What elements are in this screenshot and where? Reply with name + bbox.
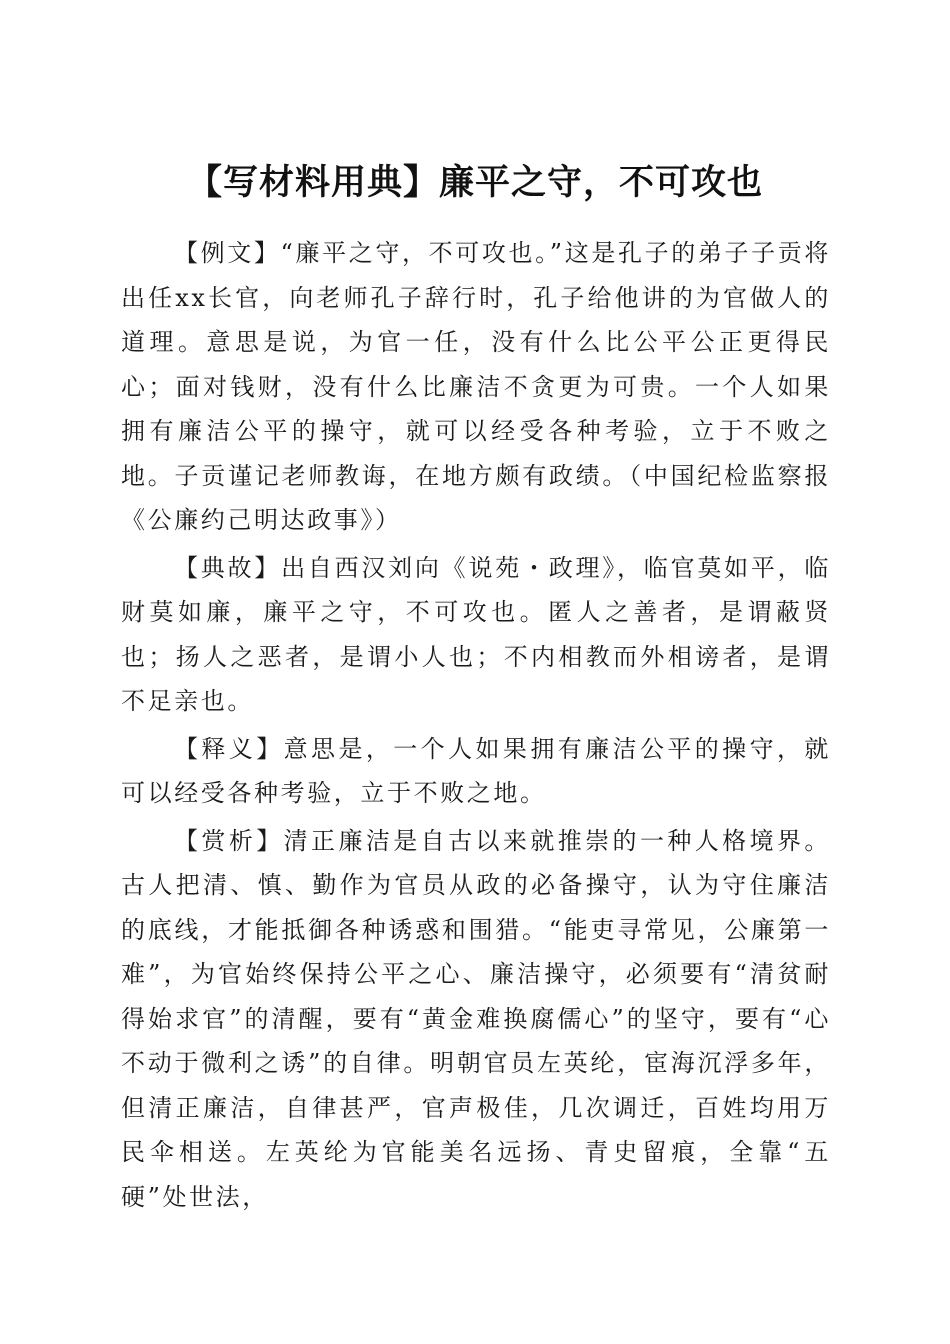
paragraph-label: 【释义】 xyxy=(174,734,284,763)
document-body xyxy=(121,231,831,1219)
paragraph-text: 清正廉洁是自古以来就推崇的一种人格境界。古人把清、慎、勤作为官员从政的必备操守，认为守住廉洁的底线，才能抵御各种诱惑和围猎。“能吏寻常见，公廉第一难”，为官始终保持公平之心、廉洁操守，必须要有“清贫耐得始求官”的清醒，要有“黄金难换腐儒心”的坚守，要有“心不动于微利之诱”的自律。明朝官员左英纶，宦海沉浮多年，但清正廉洁，自律甚严，官声极佳，几次调迁，百姓均用万民伞相送。左英纶为官能美名远扬、青史留痕，全靠“五硬”处世法， xyxy=(121,826,831,1211)
document-title: 【写材料用典】廉平之守，不可攻也 xyxy=(186,162,763,204)
paragraph-text: 意思是，一个人如果拥有廉洁公平的操守，就可以经受各种考验，立于不败之地。 xyxy=(121,734,831,807)
paragraph-text: 出自西汉刘向《说苑・政理》，临官莫如平，临财莫如廉，廉平之守，不可攻也。匿人之善者，是谓蔽贤也；扬人之恶者，是谓小人也；不内相教而外相谤者，是谓不足亲也。 xyxy=(121,553,831,715)
paragraph-label: 【典故】 xyxy=(174,553,282,582)
paragraph-text: “廉平之守，不可攻也。”这是孔子的弟子子贡将出任xx长官，向老师孔子辞行时，孔子给他讲的为官做人的道理。意思是说，为官一任，没有什么比公平公正更得民心；面对钱财，没有什么比廉洁不贪更为可贵。一个人如果拥有廉洁公平的操守，就可以经受各种考验，立于不败之地。子贡谨记老师教诲，在地方颇有政绩。（中国纪检监察报《公廉约己明达政事》） xyxy=(121,239,831,534)
paragraph-appreciation xyxy=(121,819,831,1220)
paragraph-label: 【赏析】 xyxy=(174,826,284,855)
paragraph-meaning xyxy=(121,727,831,816)
paragraph-label: 【例文】 xyxy=(174,239,281,267)
paragraph-allusion xyxy=(121,546,831,724)
paragraph-example xyxy=(121,231,831,543)
